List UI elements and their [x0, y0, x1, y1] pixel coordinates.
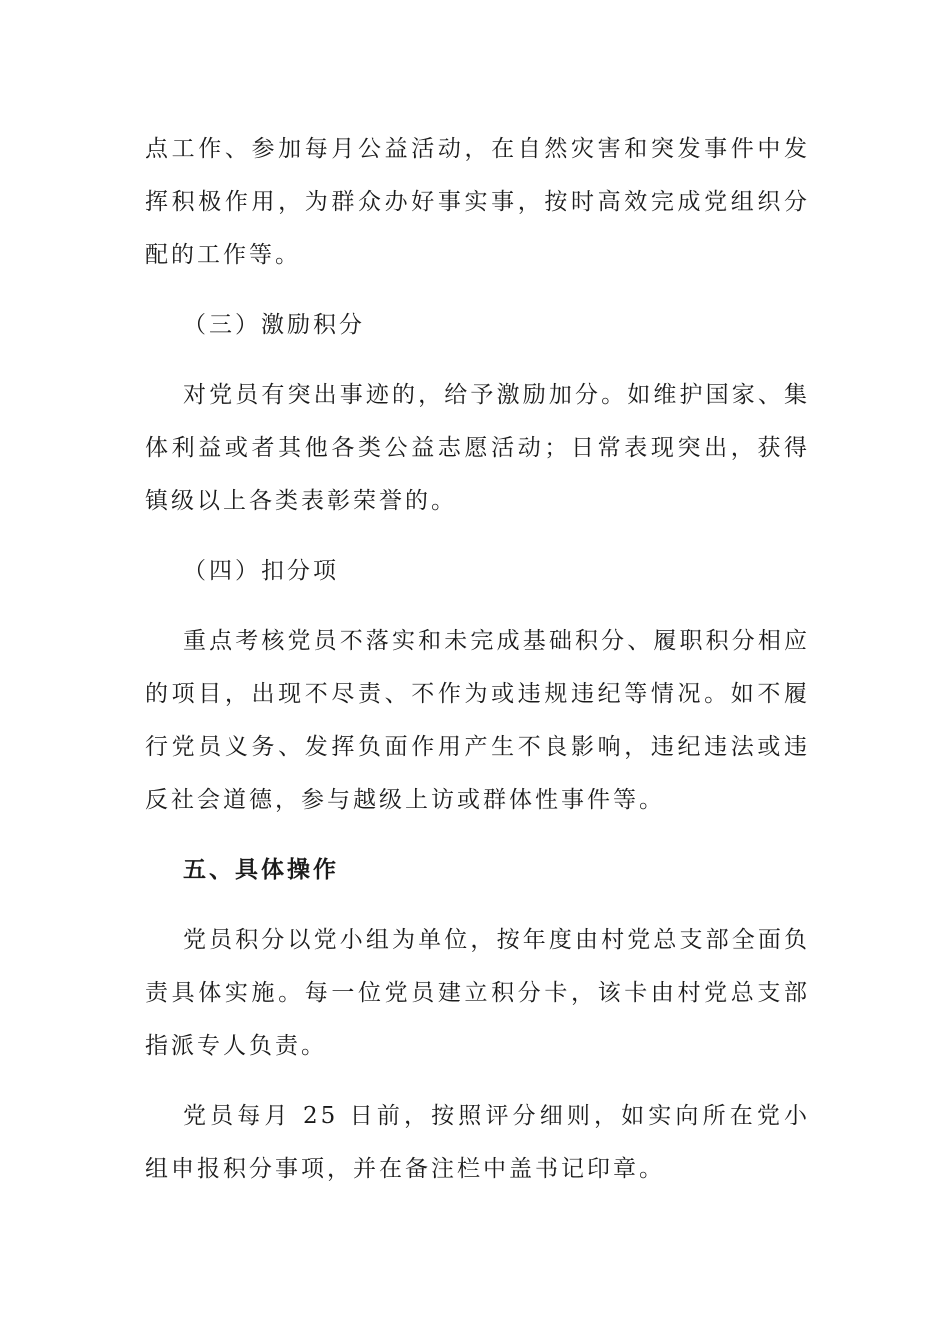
paragraph-incentive-points: 对党员有突出事迹的，给予激励加分。如维护国家、集体利益或者其他各类公益志愿活动；日常表现突出，获得镇级以上各类表彰荣誉的。: [145, 382, 810, 514]
paragraph-monthly-report: 党员每月 25 日前，按照评分细则，如实向所在党小组申报积分事项，并在备注栏中盖书记印章。: [145, 1103, 810, 1182]
paragraph-deduction-items: 重点考核党员不落实和未完成基础积分、履职积分相应的项目，出现不尽责、不作为或违规违纪等情况。如不履行党员义务、发挥负面作用产生不良影响，违纪违法或违反社会道德，参与越级上访或群体性事件等。: [145, 628, 810, 813]
subheading-deduction-items: （四）扣分项: [183, 558, 339, 584]
paragraph-duty-continuation: 点工作、参加每月公益活动，在自然灾害和突发事件中发挥积极作用，为群众办好事实事，按时高效完成党组织分配的工作等。: [145, 136, 810, 268]
subheading-incentive-points: （三）激励积分: [183, 312, 365, 338]
paragraph-operation-unit: 党员积分以党小组为单位，按年度由村党总支部全面负责具体实施。每一位党员建立积分卡，该卡由村党总支部指派专人负责。: [145, 927, 810, 1059]
section-heading-operation: 五、具体操作: [183, 857, 339, 883]
document-page: [145, 123, 810, 1196]
